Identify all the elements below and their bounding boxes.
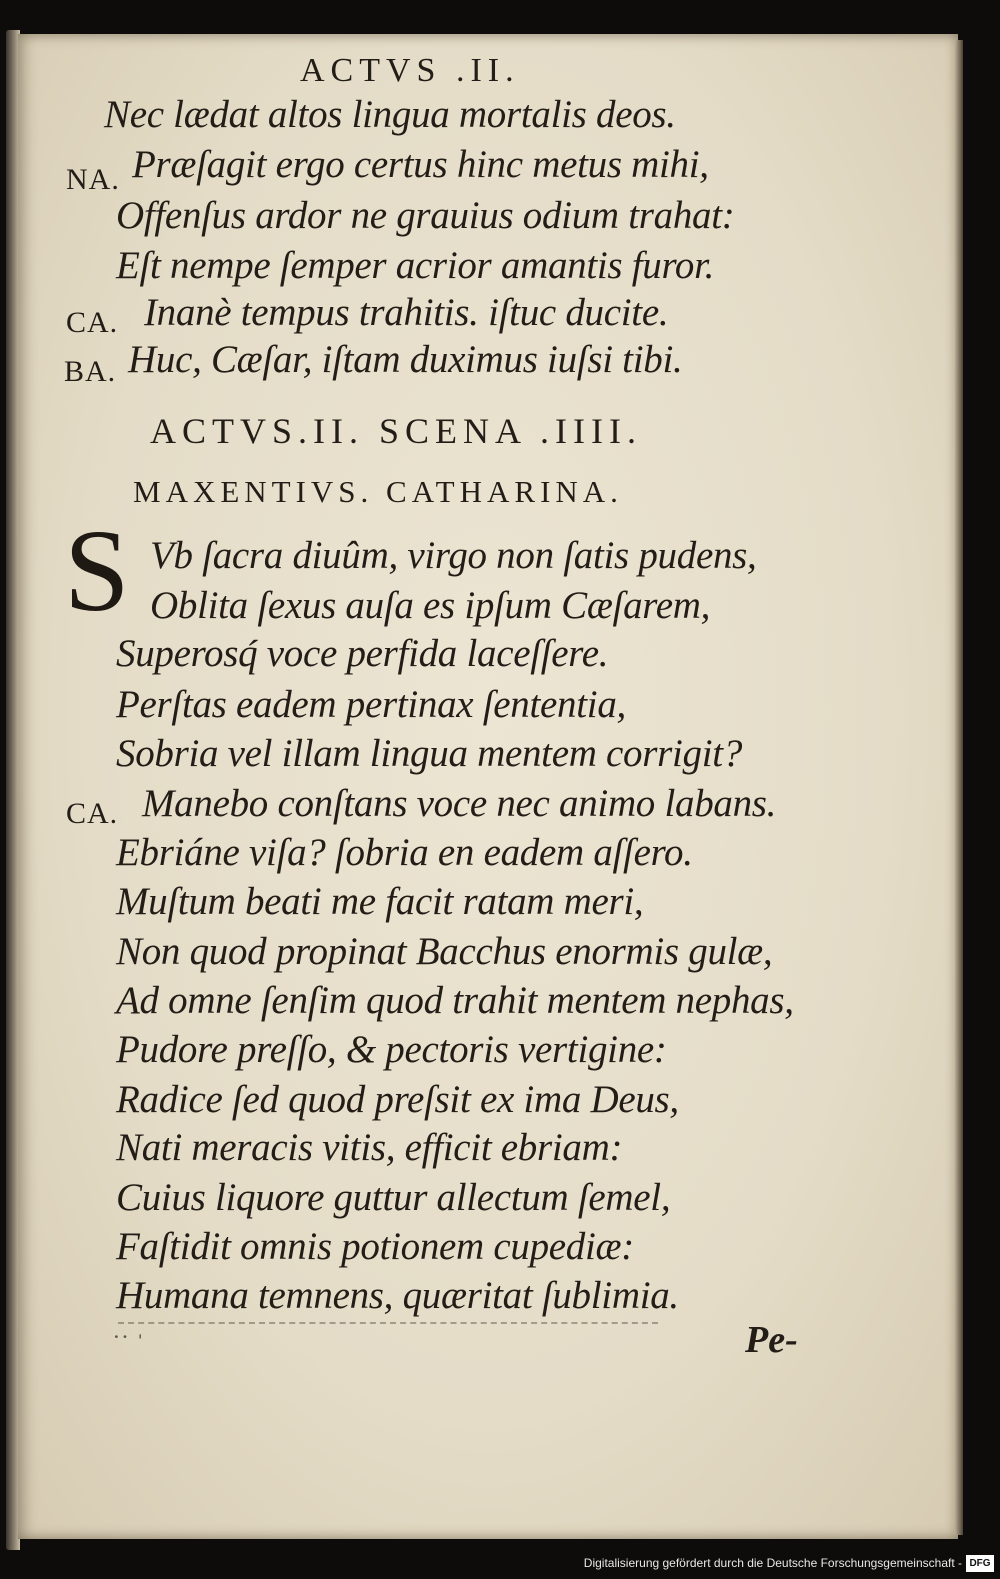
speaker-label: BA. bbox=[64, 355, 117, 388]
ink-marks: ˙˙ ˈ bbox=[112, 1330, 145, 1359]
verse-line: Inanè tempus trahitis. iſtuc ducite. bbox=[144, 291, 669, 334]
speaker-label: CA. bbox=[66, 306, 119, 339]
verse-line: Manebo conſtans voce nec animo labans. bbox=[142, 782, 777, 825]
verse-line: Superosq́ voce perfida laceſſere. bbox=[116, 632, 609, 675]
verse-line: Humana temnens, quæritat ſublimia. bbox=[116, 1274, 679, 1317]
verse-line: Huc, Cæſar, iſtam duximus iuſsi tibi. bbox=[128, 338, 683, 381]
verse-line: Perſtas eadem pertinax ſententia, bbox=[116, 683, 626, 726]
dramatis-personae: MAXENTIVS. CATHARINA. bbox=[133, 474, 623, 509]
verse-line: Præſagit ergo certus hinc metus mihi, bbox=[132, 143, 709, 186]
catchword: Pe- bbox=[745, 1319, 798, 1361]
verse-line: Faſtidit omnis potionem cupediæ: bbox=[116, 1225, 634, 1268]
running-head: ACTVS .II. bbox=[300, 52, 520, 89]
verse-line: Offenſus ardor ne grauius odium trahat: bbox=[116, 194, 735, 237]
dfg-logo-icon: DFG bbox=[966, 1555, 994, 1572]
verse-line: Ad omne ſenſim quod trahit mentem nephas, bbox=[116, 979, 794, 1022]
verse-line: Cuius liquore guttur allectum ſemel, bbox=[116, 1176, 671, 1219]
drop-cap: S bbox=[64, 505, 130, 636]
bottom-rule bbox=[118, 1322, 658, 1324]
verse-line: Radice ſed quod preſsit ex ima Deus, bbox=[116, 1078, 679, 1121]
verse-line: Nec lædat altos lingua mortalis deos. bbox=[104, 93, 676, 136]
verse-line: Vb ſacra diuûm, virgo non ſatis pudens, bbox=[150, 534, 757, 577]
verse-line: Nati meracis vitis, efficit ebriam: bbox=[116, 1126, 623, 1169]
verse-line: Muſtum beati me facit ratam meri, bbox=[116, 880, 644, 923]
scene-heading: ACTVS.II. SCENA .IIII. bbox=[150, 411, 642, 451]
verse-line: Oblita ſexus auſa es ipſum Cæſarem, bbox=[150, 584, 711, 627]
speaker-label: NA. bbox=[66, 163, 120, 196]
speaker-label: CA. bbox=[66, 797, 119, 830]
verse-line: Ebriáne viſa? ſobria en eadem aſſero. bbox=[116, 831, 693, 874]
verse-line: Non quod propinat Bacchus enormis gulæ, bbox=[116, 930, 773, 973]
verse-line: Eſt nempe ſemper acrior amantis furor. bbox=[116, 244, 715, 287]
page-edge bbox=[955, 40, 963, 1535]
footer-credit: Digitalisierung gefördert durch die Deutsche Forschungsgemeinschaft - bbox=[583, 1556, 962, 1570]
verse-line: Pudore preſſo, & pectoris vertigine: bbox=[116, 1028, 667, 1071]
verse-line: Sobria vel illam lingua mentem corrigit? bbox=[116, 732, 743, 775]
